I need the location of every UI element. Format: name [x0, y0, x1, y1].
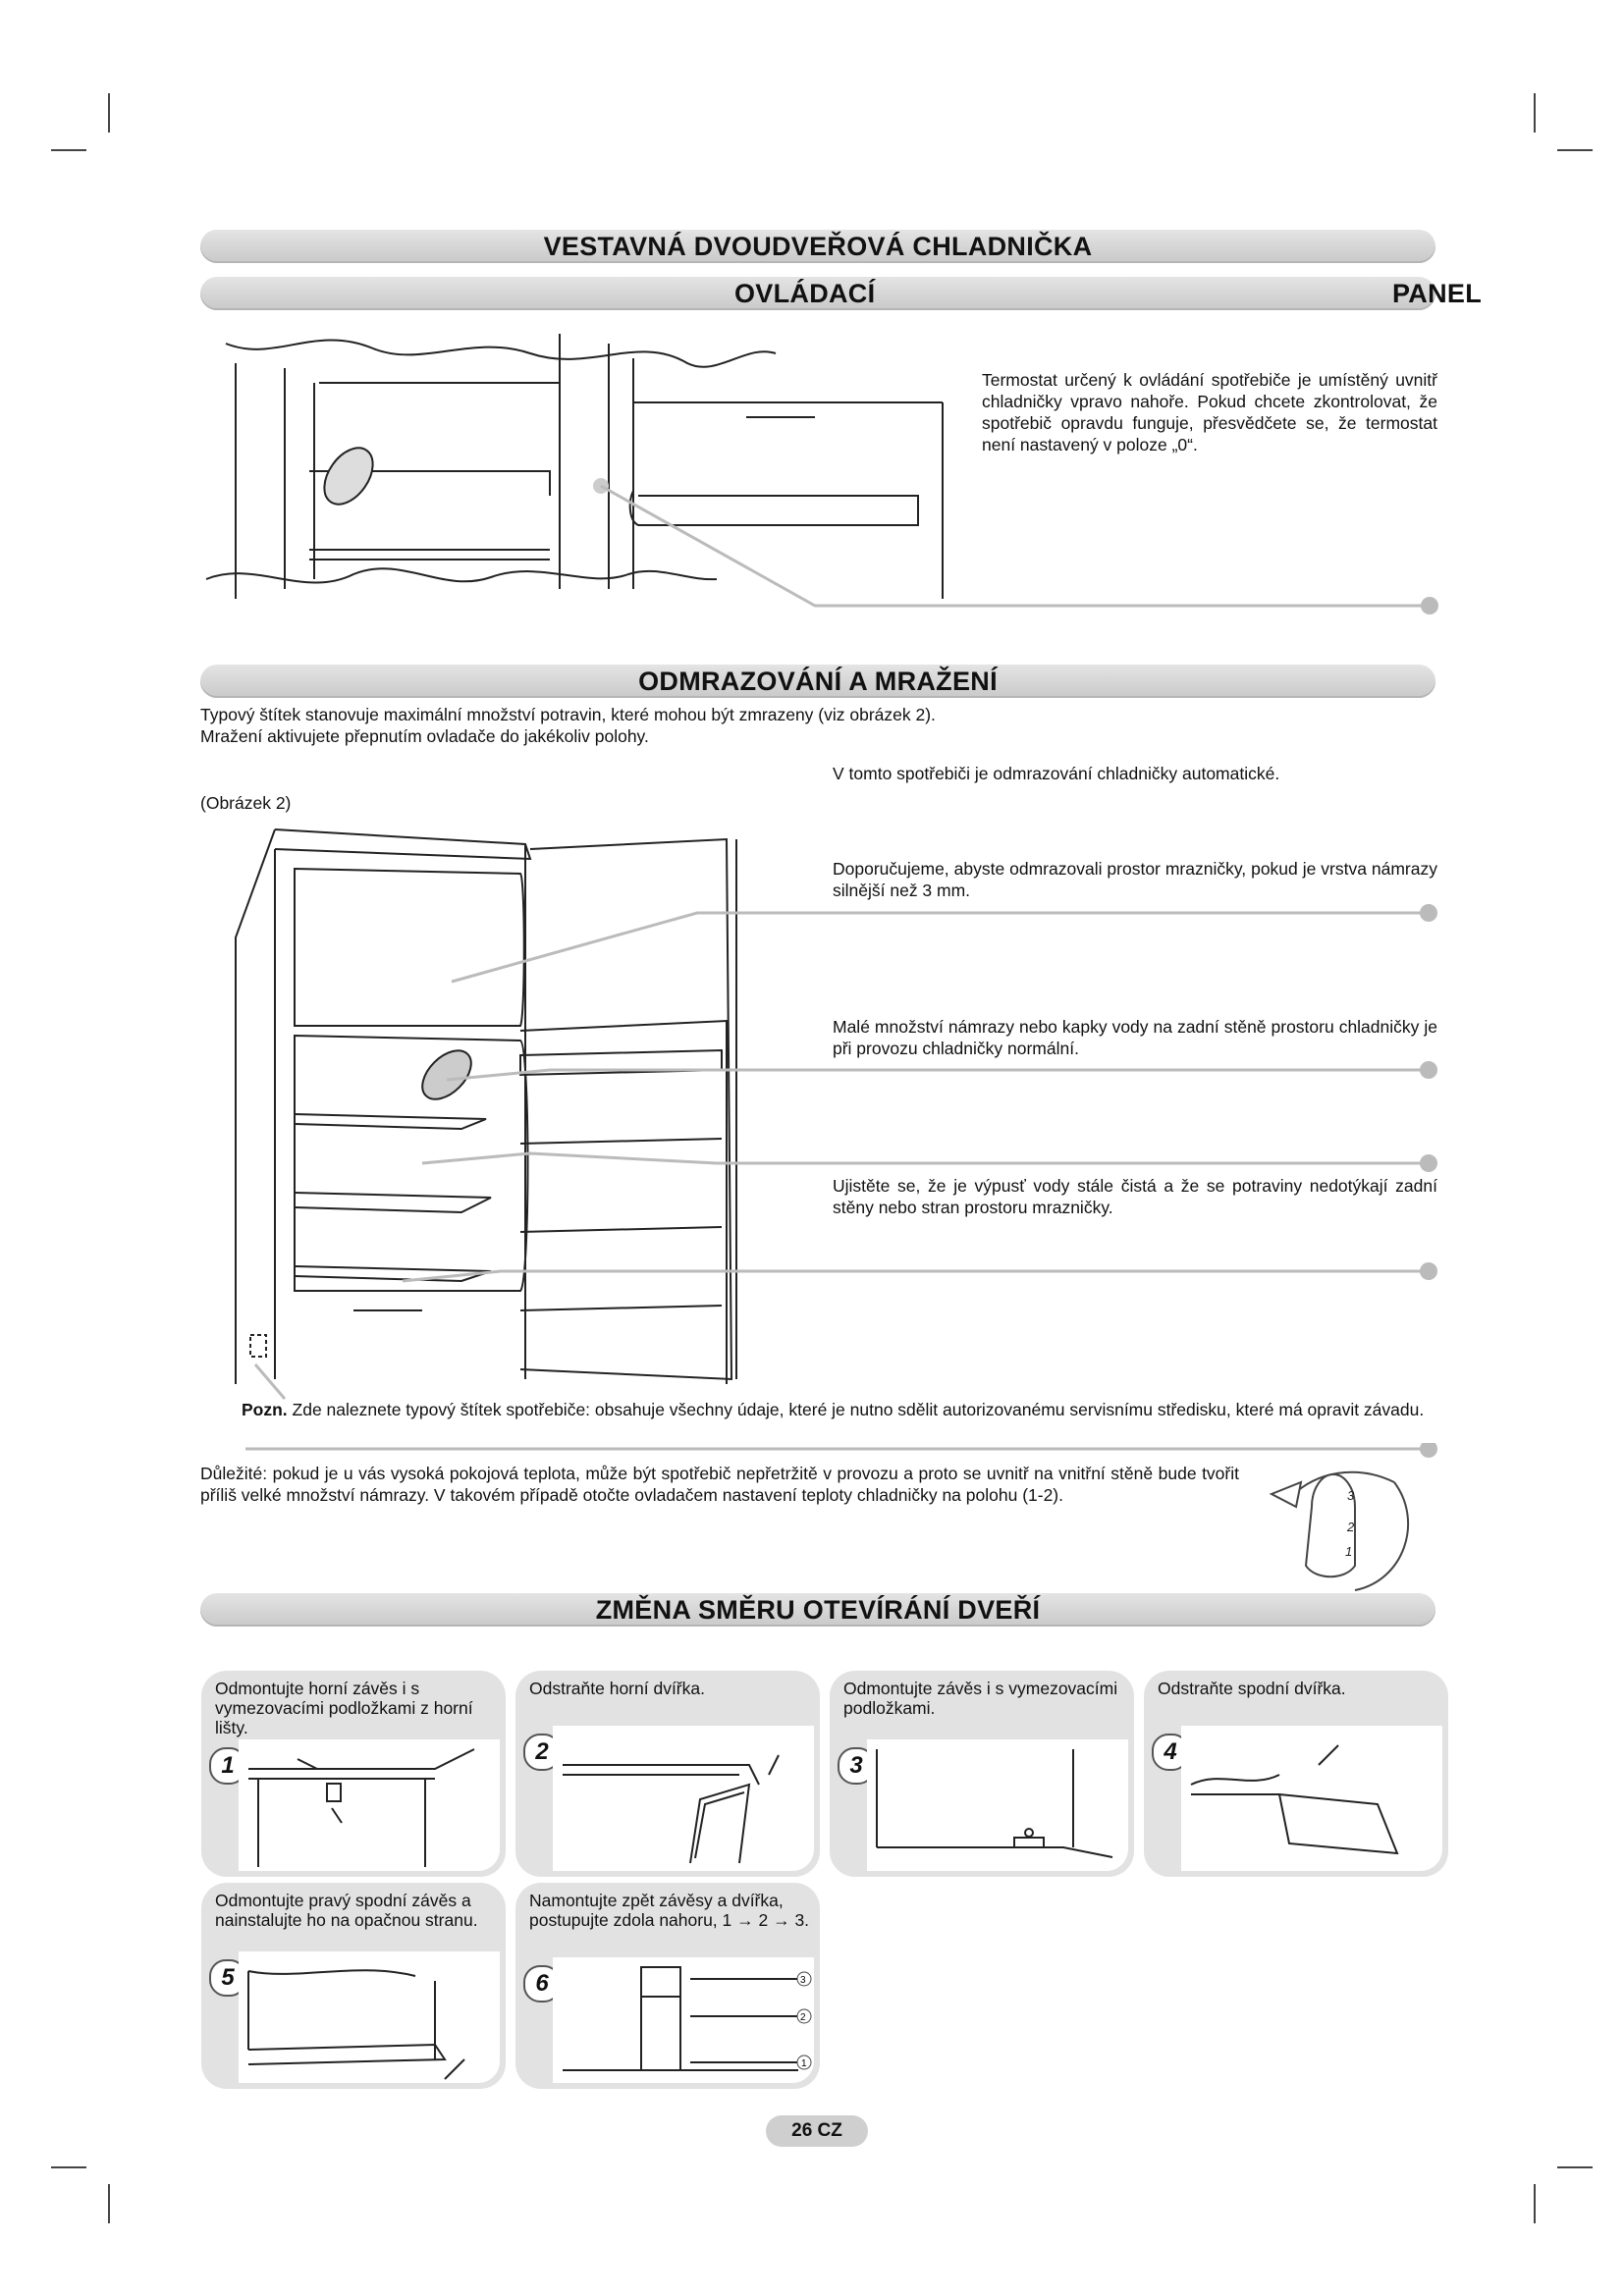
defrost-callout-automatic: V tomto spotřebiči je odmrazování chladničky automatické. — [833, 764, 1280, 783]
step-number: 2 — [523, 1734, 561, 1771]
crop-mark — [108, 93, 110, 133]
section-title-control: OVLÁDACÍ — [734, 279, 876, 308]
step-card — [515, 1671, 820, 1877]
step6-mark: 3 — [800, 1975, 806, 1986]
page-title: VESTAVNÁ DVOUDVEŘOVÁ CHLADNIČKA — [543, 232, 1093, 261]
step-illustration — [1181, 1726, 1442, 1871]
defrost-callout-condensation: Malé množství námrazy nebo kapky vody na zadní stěně prostoru chladničky je při provozu chladničky normální. — [833, 1017, 1437, 1058]
defrost-intro-line2: Mražení aktivujete přepnutím ovladače do jakékoliv polohy. — [200, 726, 649, 746]
crop-mark — [108, 2184, 110, 2223]
section-title-panel: PANEL — [1392, 279, 1483, 308]
crop-mark — [51, 2166, 86, 2168]
dial-mark: 2 — [1347, 1520, 1355, 1534]
rating-plate-note — [242, 1399, 1437, 1420]
crop-mark — [1557, 149, 1593, 151]
dial-mark: 3 — [1347, 1488, 1355, 1503]
thermostat-description: Termostat určený k ovládání spotřebiče je umístěný uvnitř chladničky vpravo nahoře. Pokud chcete zkontrolovat, že spotřebič opravdu funguje, přesvědčete se, že termostat není nastavený v poloze „0“. — [982, 370, 1437, 454]
step-illustration — [553, 1957, 814, 2083]
step-card — [201, 1671, 506, 1877]
step-illustration — [239, 1951, 500, 2083]
section-title-door-reversal: ZMĚNA SMĚRU OTEVÍRÁNÍ DVEŘÍ — [595, 1595, 1041, 1625]
defrost-callout-drain: Ujistěte se, že je výpusť vody stále čistá a že se potraviny nedotýkají zadní stěny nebo stran prostoru mrazničky. — [833, 1176, 1437, 1217]
step-text: Odmontujte horní závěs i s vymezovacími podložkami z horní lišty. — [215, 1679, 473, 1737]
step-card — [515, 1883, 820, 2089]
thermostat-dial-figure — [1257, 1453, 1414, 1600]
note-text: Zde naleznete typový štítek spotřebiče: obsahuje všechny údaje, které je nutno sdělit autorizovanému servisnímu středisku, které má opravit závadu. — [287, 1400, 1425, 1419]
step-card — [830, 1671, 1134, 1877]
section-title-defrost: ODMRAZOVÁNÍ A MRAŽENÍ — [638, 667, 998, 696]
defrost-callout-freezer: Doporučujeme, abyste odmrazovali prostor mrazničky, pokud je vrstva námrazy silnější než 3 mm. — [833, 859, 1437, 900]
step-illustration — [239, 1739, 500, 1871]
step6-mark: 2 — [800, 2012, 806, 2023]
step-number: 1 — [209, 1747, 246, 1785]
step-text: Odstraňte spodní dvířka. — [1158, 1679, 1346, 1698]
step-text: Odstraňte horní dvířka. — [529, 1679, 705, 1698]
step-card — [201, 1883, 506, 2089]
important-warning: Důležité: pokud je u vás vysoká pokojová teplota, může být spotřebič nepřetržitě v provozu a proto se uvnitř na vnitřní stěně bude tvořit příliš velké množství námrazy. V takovém případě otočte ovladačem nastavení teploty chladničky na polohu (1-2). — [200, 1464, 1239, 1505]
figure-label: (Obrázek 2) — [200, 793, 292, 813]
dial-mark: 1 — [1345, 1544, 1353, 1559]
step-text: Odmontujte pravý spodní závěs a nainstalujte ho na opačnou stranu. — [215, 1891, 478, 1930]
step-text: Odmontujte závěs i s vymezovacími podložkami. — [843, 1679, 1118, 1718]
step-number: 4 — [1152, 1734, 1189, 1771]
step-text: Namontujte zpět závěsy a dvířka, postupujte zdola nahoru, 1 → 2 → 3. — [529, 1891, 810, 1930]
crop-mark — [1557, 2166, 1593, 2168]
note-label: Pozn. — [242, 1400, 288, 1419]
step-illustration — [553, 1726, 814, 1871]
step6-mark: 1 — [801, 2058, 807, 2069]
crop-mark — [1534, 93, 1536, 133]
page-number: 26 CZ — [766, 2115, 868, 2147]
fridge-figure — [226, 820, 1443, 1409]
crop-mark — [1534, 2184, 1536, 2223]
defrost-intro-line1: Typový štítek stanovuje maximální množství potravin, které mohou být zmrazeny (viz obrázek 2). — [200, 705, 936, 724]
crop-mark — [51, 149, 86, 151]
step-number: 3 — [838, 1747, 875, 1785]
step-card — [1144, 1671, 1448, 1877]
step-illustration — [867, 1739, 1128, 1871]
step-number: 6 — [523, 1965, 561, 2002]
step-number: 5 — [209, 1959, 246, 1997]
